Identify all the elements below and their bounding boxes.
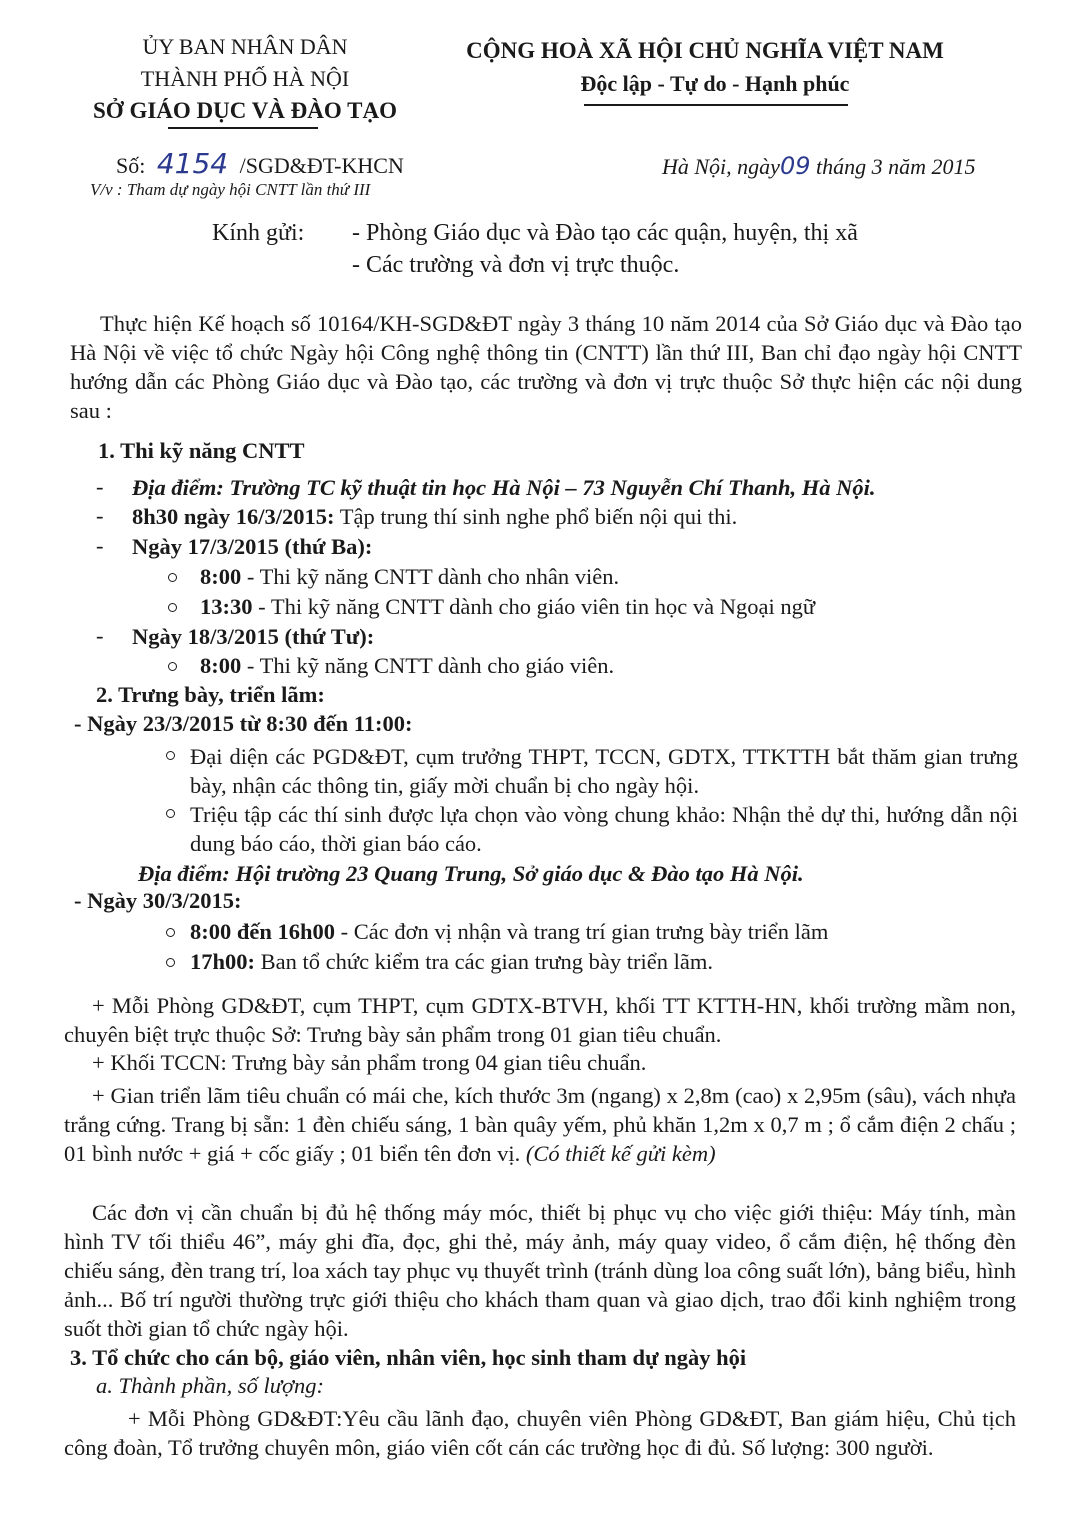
section-2-day-1-b: Triệu tập các thí sinh được lựa chọn vào vòng chung khảo: Nhận thẻ dự thi, hướng dẫn nội dung báo cáo, thời gian báo cáo. (190, 802, 1018, 856)
item-time: 17h00: (190, 949, 256, 974)
intro-paragraph: Thực hiện Kế hoạch số 10164/KH-SGD&ĐT ngày 3 tháng 10 năm 2014 của Sở Giáo dục và Đào tạo Hà Nội về việc tổ chức Ngày hội Công nghệ thông tin (CNTT) lần thứ III, Ban chỉ đạo ngày hội CNTT hướng dẫn các Phòng Giáo dục và Đào tạo, các trường và đơn vị trực thuộc Sở thực hiện các nội dung sau : (70, 311, 1022, 423)
bullet-circle (166, 809, 175, 818)
section-3-paragraph-1: + Mỗi Phòng GD&ĐT:Yêu cầu lãnh đạo, chuyên viên Phòng GD&ĐT, Ban giám hiệu, Chủ tịch công đoàn, Tổ trưởng chuyên môn, giáo viên cốt cán các trường học đi đủ. Số lượng: 300 người. (64, 1406, 1016, 1460)
date-suffix: tháng 3 năm 2015 (816, 154, 976, 179)
bullet-circle (168, 662, 177, 671)
item-time: 8:00 đến 16h00 (190, 919, 336, 944)
dash: - (96, 623, 104, 648)
section-2-paragraph-3 (64, 1081, 1016, 1168)
bullet-circle (166, 751, 175, 760)
national-title: CỘNG HOÀ XÃ HỘI CHỦ NGHĨA VIỆT NAM (466, 38, 944, 63)
doc-number-handwritten: 4154 (156, 147, 229, 180)
agency-underline (168, 127, 318, 129)
section-1-location: Địa điểm: Trường TC kỹ thuật tin học Hà Nội – 73 Nguyễn Chí Thanh, Hà Nội. (132, 475, 876, 500)
section-1-item-2: Ngày 17/3/2015 (thứ Ba): (132, 534, 373, 559)
bullet-circle (168, 603, 177, 612)
agency-line-2: THÀNH PHỐ HÀ NỘI (140, 66, 350, 91)
section-1-item-2a (200, 564, 619, 590)
dash: - (96, 503, 104, 528)
item-time: 13:30 (200, 594, 253, 619)
motto-underline (584, 104, 848, 106)
section-2-day-1: - Ngày 23/3/2015 từ 8:30 đến 11:00: (74, 711, 413, 736)
item-text: Tập trung thí sinh nghe phổ biến nội qui thi. (334, 504, 738, 529)
agency-line-1: ỦY BAN NHÂN DÂN (142, 34, 348, 59)
item-text: Ban tổ chức kiểm tra các gian trưng bày triển lãm. (255, 949, 713, 974)
section-2-day-2: - Ngày 30/3/2015: (74, 888, 242, 913)
agency-line-3: SỞ GIÁO DỤC VÀ ĐÀO TẠO (93, 98, 397, 123)
section-1-title: 1. Thi kỹ năng CNTT (98, 438, 305, 463)
bullet-circle (166, 928, 175, 937)
section-2-day-2-b (190, 949, 713, 975)
bullet-circle (168, 573, 177, 582)
item-text: - Thi kỹ năng CNTT dành cho giáo viên tin học và Ngoại ngữ (252, 594, 816, 619)
subject-line: V/v : Tham dự ngày hội CNTT lần thứ III (90, 180, 371, 199)
doc-number-suffix: /SGD&ĐT-KHCN (239, 153, 404, 178)
section-1-item-3a (200, 653, 614, 679)
recipients-label: Kính gửi: (212, 220, 305, 246)
doc-number (116, 147, 404, 180)
item-time: 8:00 (200, 564, 242, 589)
dash: - (96, 474, 104, 499)
section-3-sub-a: a. Thành phần, số lượng: (96, 1373, 325, 1398)
section-3-title: 3. Tổ chức cho cán bộ, giáo viên, nhân viên, học sinh tham dự ngày hội (70, 1345, 747, 1370)
doc-number-label: Số: (116, 153, 146, 178)
section-1-item-1 (132, 504, 737, 530)
bullet-circle (166, 958, 175, 967)
date-day-handwritten: 09 (779, 152, 811, 180)
recipient-2: - Các trường và đơn vị trực thuộc. (352, 252, 680, 278)
section-2-paragraph-2: + Khối TCCN: Trưng bày sản phẩm trong 04 gian tiêu chuẩn. (92, 1050, 647, 1075)
item-time: 8h30 ngày 16/3/2015: (132, 504, 335, 529)
national-motto: Độc lập - Tự do - Hạnh phúc (580, 71, 850, 96)
dash: - (96, 533, 104, 558)
section-1-item-2b (200, 594, 815, 620)
item-text: - Thi kỹ năng CNTT dành cho giáo viên. (241, 653, 615, 678)
item-text: - Thi kỹ năng CNTT dành cho nhân viên. (241, 564, 620, 589)
recipient-1: - Phòng Giáo dục và Đào tạo các quận, huyện, thị xã (352, 220, 858, 246)
section-2-paragraph-1: + Mỗi Phòng GD&ĐT, cụm THPT, cụm GDTX-BTVH, khối TT KTTH-HN, khối trường mầm non, chuyên biệt trực thuộc Sở: Trưng bày sản phẩm trong 01 gian tiêu chuẩn. (64, 993, 1016, 1047)
item-time: 8:00 (200, 653, 242, 678)
section-2-location: Địa điểm: Hội trường 23 Quang Trung, Sở giáo dục & Đào tạo Hà Nội. (138, 861, 804, 886)
section-1-item-3: Ngày 18/3/2015 (thứ Tư): (132, 624, 375, 649)
item-text: - Các đơn vị nhận và trang trí gian trưng bày triển lãm (335, 919, 829, 944)
date-prefix: Hà Nội, ngày (662, 154, 780, 179)
section-2-paragraph-4: Các đơn vị cần chuẩn bị đủ hệ thống máy móc, thiết bị phục vụ cho việc giới thiệu: Máy tính, màn hình TV tối thiểu 46”, máy ghi đĩa, đọc, ghi thẻ, máy ảnh, máy quay video, ổ cắm điện, hệ thống đèn chiếu sáng, đèn trang trí, loa xách tay phục vụ thuyết trình (tránh dùng loa công suất lớn), bảng biểu, hình ảnh... Bố trí người thường trực giới thiệu cho khách tham quan và giao dịch, trao đổi kinh nghiệm trong suốt thời gian tổ chức ngày hội. (64, 1200, 1016, 1341)
paragraph-note: (Có thiết kế gửi kèm) (525, 1141, 716, 1166)
section-2-day-2-a (190, 919, 828, 945)
section-2-day-1-a: Đại diện các PGD&ĐT, cụm trưởng THPT, TCCN, GDTX, TTKTTH bắt thăm gian trưng bày, nhận các thông tin, giấy mời chuẩn bị cho ngày hội. (190, 744, 1018, 798)
section-2-title: 2. Trưng bày, triển lãm: (96, 682, 325, 707)
paragraph-text: + Gian triển lãm tiêu chuẩn có mái che, kích thước 3m (ngang) x 2,8m (cao) x 2,95m (sâu), vách nhựa trắng cứng. Trang bị sẵn: 1 đèn chiếu sáng, 1 bàn quây yếm, phủ khăn 1,2m x 0,7 m ; ổ cắm điện 2 chấu ; 01 bình nước + giá + cốc giấy ; 01 biển tên đơn vị. (64, 1083, 1016, 1166)
date-line (662, 152, 976, 180)
